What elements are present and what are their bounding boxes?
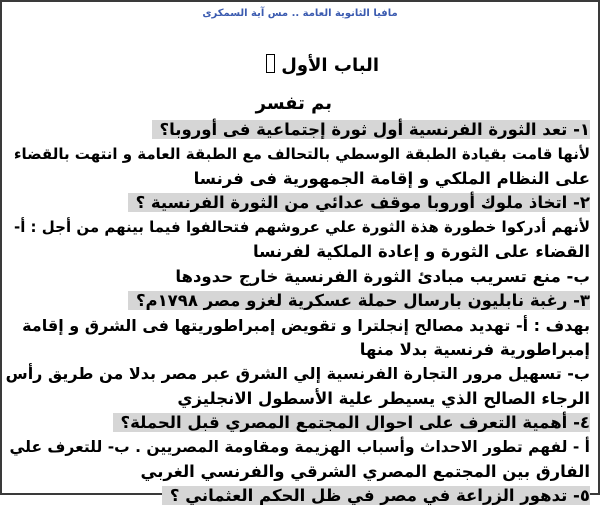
answer-line: الفارق بين المجتمع المصري الشرقي والفرنسي الغربي	[140, 462, 590, 481]
question-2: ٢- اتخاذ ملوك أوروبا موقف عدائي من الثورة الفرنسية ؟	[128, 193, 590, 212]
answer-line: على النظام الملكي و إقامة الجمهورية فى فرنسا	[193, 169, 590, 188]
question-5: ٥- تدهور الزراعة في مصر في ظل الحكم العثماني ؟	[162, 486, 590, 505]
answer-line: ب- تسهيل مرور التجارة الفرنسية إلي الشرق عبر مصر بدلا من طريق رأس	[5, 364, 590, 383]
document-title: مافيا الثانوية العامة .. مس آية السمكرى	[202, 8, 398, 19]
answer-line: أ - لفهم تطور الاحداث وأسباب الهزيمة ومقاومة المصريين . ب- للتعرف علي	[9, 438, 590, 456]
answer-line: القضاء على الثورة و إعادة الملكية لفرنسا	[252, 242, 590, 261]
section-heading: بم تفسر	[255, 93, 332, 114]
question-3: ٣- رغبة نابليون بارسال حملة عسكرية لغزو مصر ١٧٩٨م؟	[128, 291, 590, 310]
checkbox-icon	[266, 54, 275, 73]
question-1: ١- تعد الثورة الفرنسية أول ثورة إجتماعية فى أوروبا؟	[152, 120, 591, 139]
answer-line: ب- منع تسريب مبادئ الثورة الفرنسية خارج حدودها	[175, 267, 590, 286]
answer-line: بهدف : أ- تهديد مصالح إنجلترا و تقويض إمبراطوريتها فى الشرق و إقامة	[22, 316, 590, 335]
answer-line: إمبراطورية فرنسية بدلا منها	[359, 340, 590, 359]
answer-line: لأنها قامت بقيادة الطبقة الوسطي بالتحالف مع الطبقة العامة و انتهت بالقضاء	[13, 145, 590, 163]
answer-line: الرجاء الصالح الذي يسيطر علية الأسطول الانجليزي	[177, 389, 590, 408]
chapter-label: الباب الأول	[281, 55, 379, 76]
question-4: ٤- أهمية التعرف على احوال المجتمع المصري قبل الحملة؟	[113, 413, 591, 432]
answer-line: لأنهم أدركوا خطورة هذة الثورة علي عروشهم فتحالفوا فيما بينهم من أجل : أ-	[13, 218, 590, 236]
chapter-heading	[234, 54, 379, 76]
